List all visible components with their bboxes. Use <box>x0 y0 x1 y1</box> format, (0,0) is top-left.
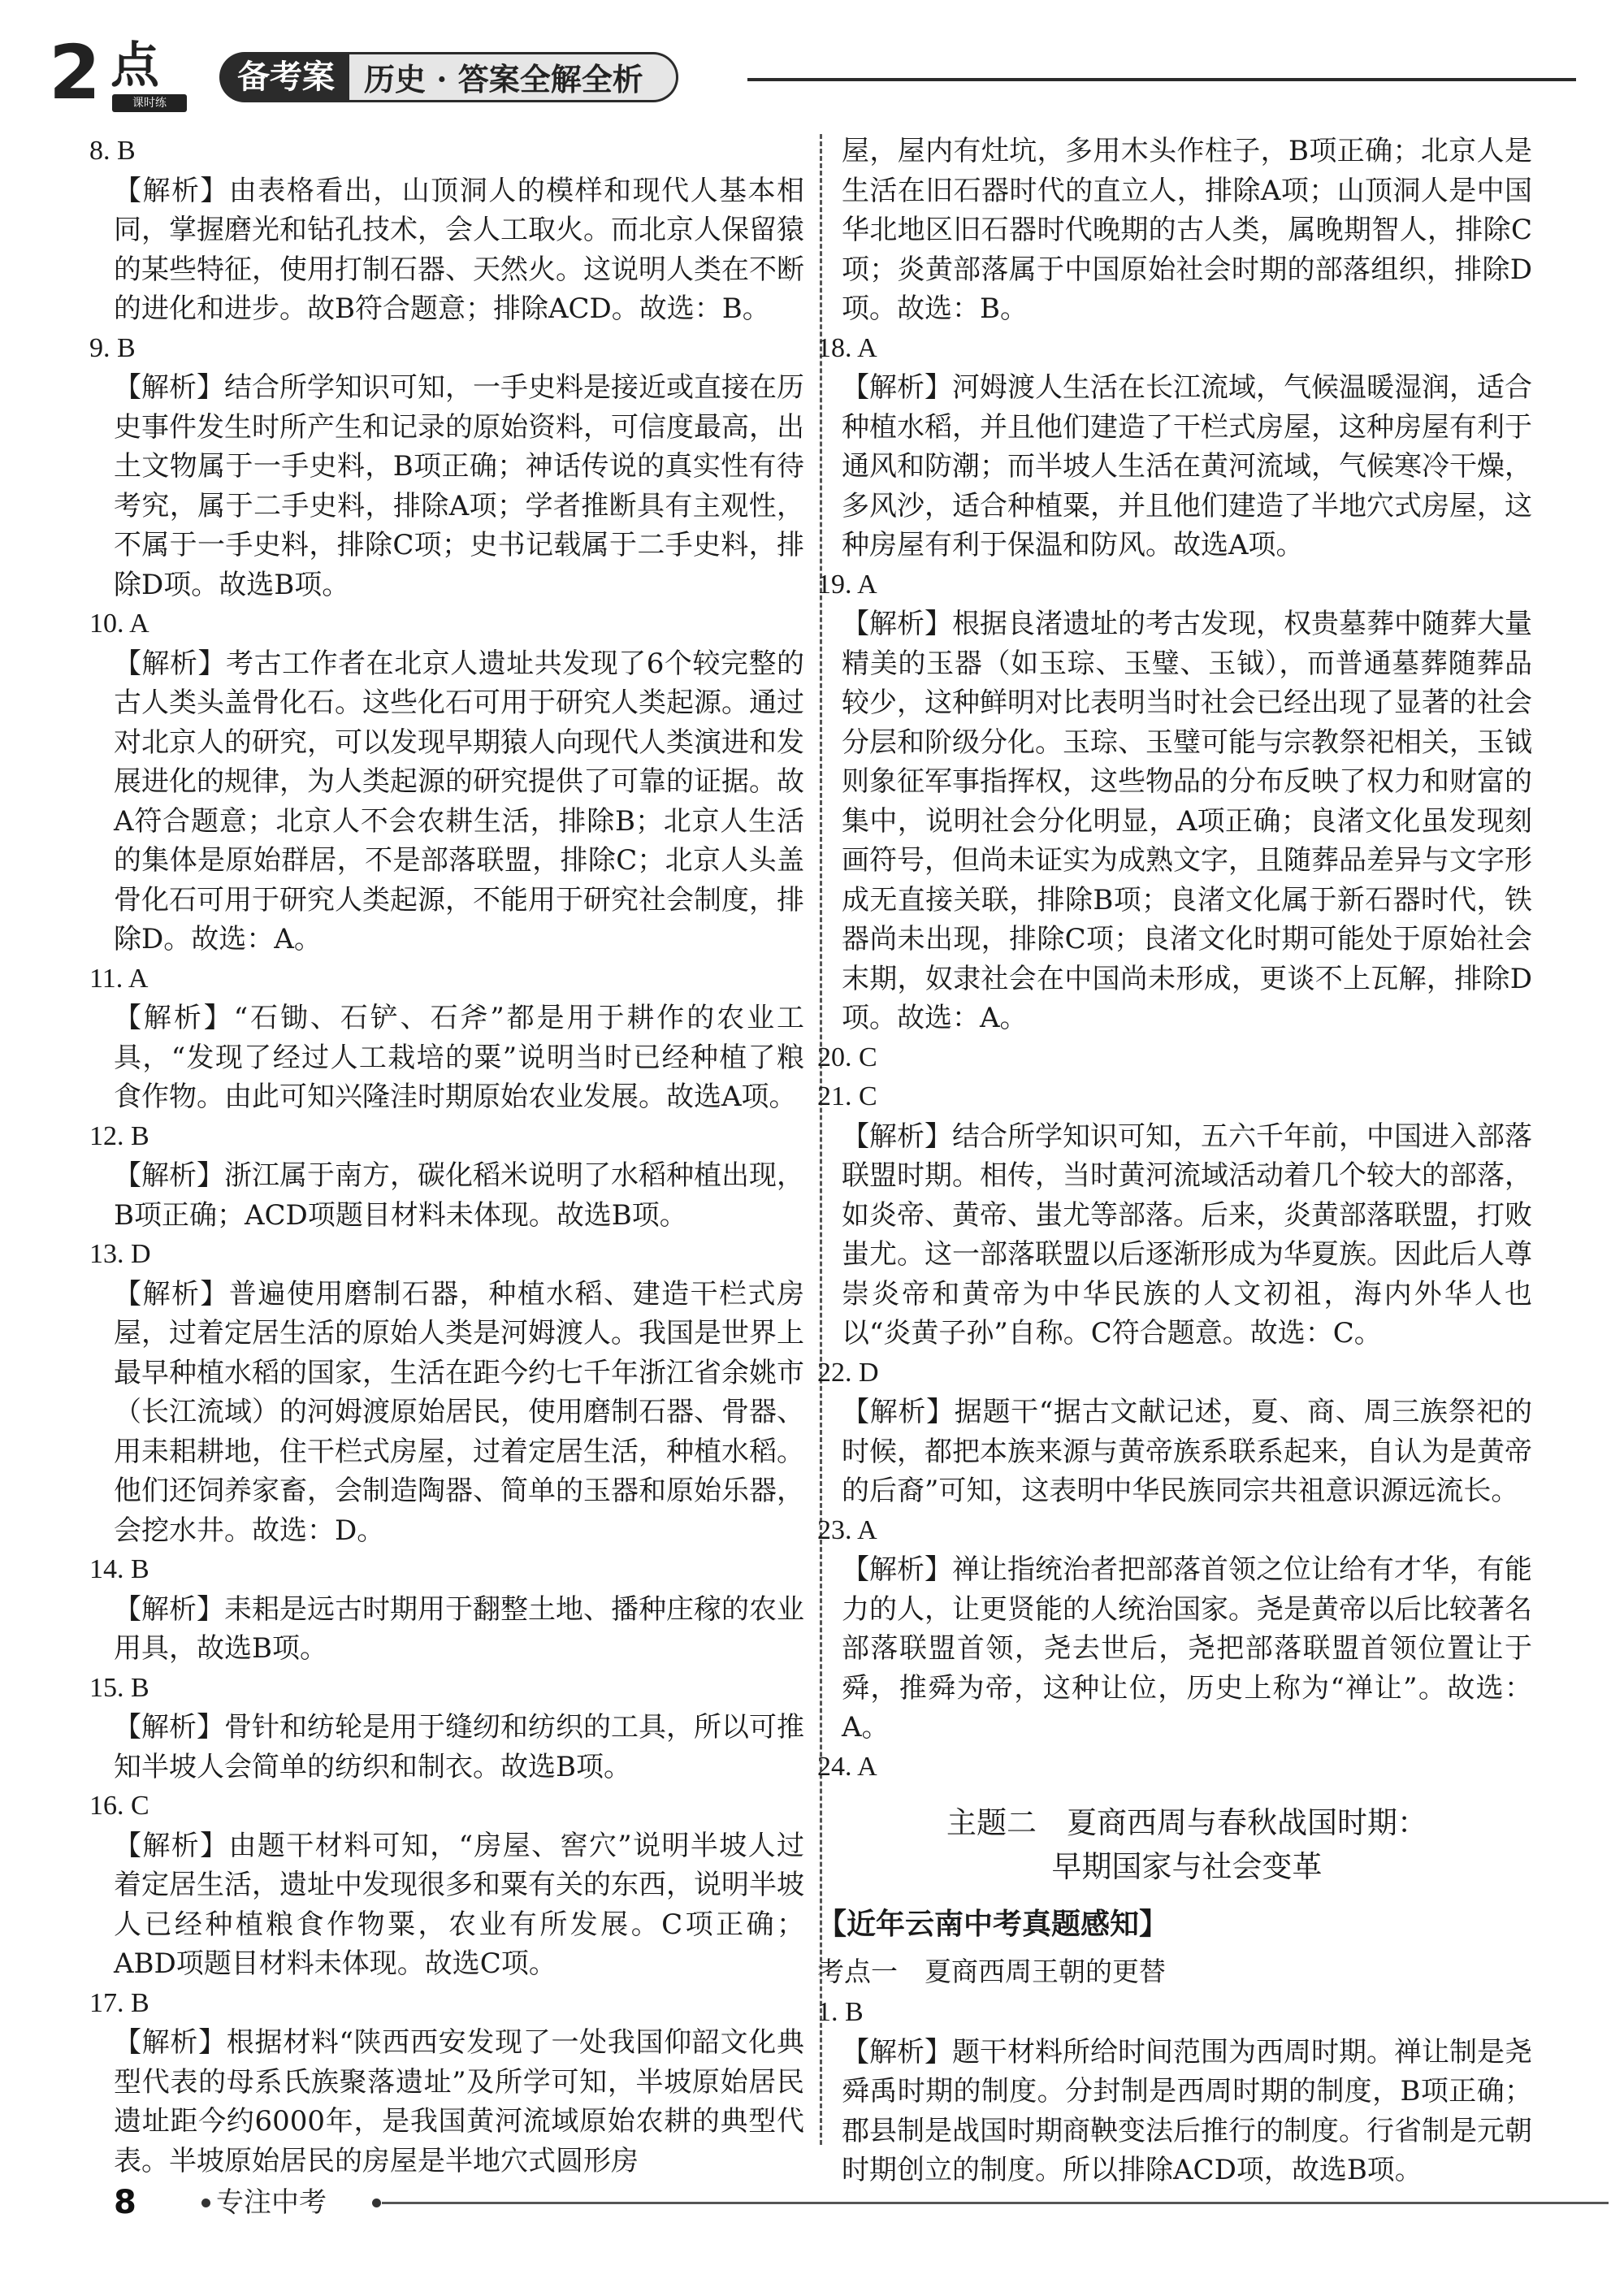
bullet-dot-icon <box>201 2199 210 2207</box>
page-number: 8 <box>114 2184 136 2221</box>
answer-label: 18. A <box>817 332 877 363</box>
logo-subtitle: 课时练 <box>112 94 187 112</box>
answer-block <box>817 329 1532 565</box>
answer-block <box>89 1117 804 1236</box>
answer-label: 15. B <box>89 1672 149 1703</box>
answer-label: 14. B <box>89 1554 149 1584</box>
logo-number: 2 <box>49 29 102 116</box>
answer-block <box>89 1669 804 1787</box>
footer-slogan: 专注中考 <box>216 2186 327 2219</box>
explanation-text: 【解析】耒耜是远古时期用于翻整土地、播种庄稼的农业用具，故选B项。 <box>114 1592 804 1665</box>
explanation-text: 【解析】考古工作者在北京人遗址共发现了6个较完整的古人类头盖骨化石。这些化石可用于研究人类起源。通过对北京人的研究，可以发现早期猿人向现代人类演进和发展进化的规律，为人类起源的研究提供了可靠的证据。故A符合题意；北京人不会农耕生活，排除B；北京人生活的集体是原始群居，不是部落联盟，排除C；北京人头盖骨化石可用于研究人类起源，不能用于研究社会制度，排除D。故选：A。 <box>114 647 804 955</box>
answer-label: 17. B <box>89 1987 149 2018</box>
answer-block <box>89 132 804 329</box>
answer-label: 9. B <box>89 332 136 363</box>
answer-label: 21. C <box>817 1081 877 1111</box>
explanation-continuation: 屋，屋内有灶坑，多用木头作柱子，B项正确；北京人是生活在旧石器时代的直立人，排除A项；山顶洞人是中国华北地区旧石器时代晚期的古人类，属晚期智人，排除C项；炎黄部落属于中国原始社会时期的部落组织，排除D项。故选：B。 <box>842 135 1532 325</box>
logo-character: 点 <box>110 37 159 94</box>
explanation-text: 【解析】河姆渡人生活在长江流域，气候温暖湿润，适合种植水稻，并且他们建造了干栏式房屋，这种房屋有利于通风和防潮；而半坡人生活在黄河流域，气候寒冷干燥，多风沙，适合种植粟，并且他们建造了半地穴式房屋，这种房屋有利于保温和防风。故选A项。 <box>842 371 1532 561</box>
topic-point-heading: 考点一 夏商西周王朝的更替 <box>817 1956 1166 1987</box>
answer-block <box>817 1038 1532 1078</box>
section-title-line2: 早期国家与社会变革 <box>1051 1849 1323 1884</box>
explanation-text: 【解析】结合所学知识可知，五六千年前，中国进入部落联盟时期。相传，当时黄河流域活动着几个较大的部落，如炎帝、黄帝、蚩尤等部落。后来，炎黄部落联盟，打败蚩尤。这一部落联盟以后逐渐形成为华夏族。因此后人尊崇炎帝和黄帝为中华民族的人文初祖，海内外华人也以“炎黄子孙”自称。C符合题意。故选：C。 <box>842 1120 1532 1349</box>
brand-logo <box>49 29 211 122</box>
explanation-text: 【解析】骨针和纺轮是用于缝纫和纺织的工具，所以可推知半坡人会简单的纺织和制衣。故选B项。 <box>114 1711 804 1783</box>
answer-label: 10. A <box>89 609 149 639</box>
answer-label: 8. B <box>89 136 136 166</box>
answer-block <box>89 1787 804 1984</box>
right-column <box>817 132 1532 2190</box>
answer-block <box>89 329 804 605</box>
column-divider <box>820 134 822 2145</box>
section-title <box>842 1801 1532 1889</box>
answer-label: 19. A <box>817 569 877 600</box>
answer-block <box>89 604 804 960</box>
answer-label: 13. D <box>89 1239 151 1269</box>
left-column <box>89 132 804 2181</box>
answer-label: 20. C <box>817 1042 877 1072</box>
answer-label: 22. D <box>817 1357 879 1388</box>
answer-block <box>817 1993 1532 2190</box>
answer-block <box>89 1235 804 1550</box>
answer-label: 24. A <box>817 1751 877 1782</box>
bullet-dot-icon <box>372 2199 381 2207</box>
section-title-line1: 主题二 夏商西周与春秋战国时期： <box>946 1805 1427 1840</box>
answer-block <box>817 1077 1532 1354</box>
explanation-text: 【解析】题干材料所给时间范围为西周时期。禅让制是尧舜禹时期的制度。分封制是西周时期的制度，B项正确；郡县制是战国时期商鞅变法后推行的制度。行省制是元朝时期创立的制度。所以排除ACD项，故选B项。 <box>842 2035 1532 2186</box>
explanation-text: 【解析】由题干材料可知，“房屋、窖穴”说明半坡人过着定居生活，遗址中发现很多和粟有关的东西，说明半坡人已经种植粮食作物粟，农业有所发展。C项正确；ABD项题目材料未体现。故选C项。 <box>114 1829 804 1980</box>
header-rule <box>747 78 1576 81</box>
answer-label: 1. B <box>817 1997 864 2027</box>
answer-block <box>817 565 1532 1038</box>
subsection-heading: 【近年云南中考真题感知】 <box>817 1908 1169 1941</box>
explanation-text: 【解析】根据材料“陕西西安发现了一处我国仰韶文化典型代表的母系氏族聚落遗址”及所学可知，半坡原始居民遗址距今约6000年，是我国黄河流域原始农耕的典型代表。半坡原始居民的房屋是半地穴式圆形房 <box>114 2026 804 2177</box>
answer-label: 12. B <box>89 1120 149 1151</box>
page-header <box>49 29 1576 122</box>
explanation-text: 【解析】“石锄、石铲、石斧”都是用于耕作的农业工具，“发现了经过人工栽培的粟”说明当时已经种植了粮食作物。由此可知兴隆洼时期原始农业发展。故选A项。 <box>114 1002 804 1113</box>
answer-label: 23. A <box>817 1514 877 1545</box>
explanation-text: 【解析】据题干“据古文献记述，夏、商、周三族祭祀的时候，都把本族来源与黄帝族系联系起来，自认为是黄帝的后裔”可知，这表明中华民族同宗共祖意识源远流长。 <box>842 1396 1532 1507</box>
explanation-text: 【解析】结合所学知识可知，一手史料是接近或直接在历史事件发生时所产生和记录的原始资料，可信度最高，出土文物属于一手史料，B项正确；神话传说的真实性有待考究，属于二手史料，排除A项；学者推断具有主观性，不属于一手史料，排除C项；史书记载属于二手史料，排除D项。故选B项。 <box>114 371 804 601</box>
explanation-text: 【解析】由表格看出，山顶洞人的模样和现代人基本相同，掌握磨光和钻孔技术，会人工取火。而北京人保留猿的某些特征，使用打制石器、天然火。这说明人类在不断的进化和进步。故B符合题意；排除ACD。故选：B。 <box>114 174 804 325</box>
answer-label: 16. C <box>89 1791 149 1821</box>
explanation-text: 【解析】浙江属于南方，碳化稻米说明了水稻种植出现，B项正确；ACD项题目材料未体现。故选B项。 <box>114 1159 804 1232</box>
answer-block <box>89 1984 804 2181</box>
page-footer <box>114 2182 1568 2223</box>
answer-block <box>89 960 804 1117</box>
banner-subject: 历史 · 答案全解全析 <box>349 52 678 102</box>
answer-block <box>817 1748 1532 1787</box>
answer-block <box>89 1550 804 1669</box>
footer-rule <box>382 2202 1609 2204</box>
explanation-text: 【解析】普遍使用磨制石器，种植水稻、建造干栏式房屋，过着定居生活的原始人类是河姆渡人。我国是世界上最早种植水稻的国家，生活在距今约七千年浙江省余姚市（长江流域）的河姆渡原始居民，使用磨制石器、骨器、用耒耜耕地，住干栏式房屋，过着定居生活，种植水稻。他们还饲养家畜，会制造陶器、简单的玉器和原始乐器，会挖水井。故选：D。 <box>114 1277 804 1547</box>
banner-series: 备考案 <box>219 52 349 102</box>
answer-label: 11. A <box>89 963 149 994</box>
header-banner <box>219 52 678 102</box>
explanation-text: 【解析】根据良渚遗址的考古发现，权贵墓葬中随葬大量精美的玉器（如玉琮、玉璧、玉钺），而普通墓葬随葬品较少，这种鲜明对比表明当时社会已经出现了显著的社会分层和阶级分化。玉琮、玉璧可能与宗教祭祀相关，玉钺则象征军事指挥权，这些物品的分布反映了权力和财富的集中，说明社会分化明显，A项正确；良渚文化虽发现刻画符号，但尚未证实为成熟文字，且随葬品差异与文字形成无直接关联，排除B项；良渚文化属于新石器时代，铁器尚未出现，排除C项；良渚文化时期可能处于原始社会末期，奴隶社会在中国尚未形成，更谈不上瓦解，排除D项。故选：A。 <box>842 608 1532 1034</box>
explanation-text: 【解析】禅让指统治者把部落首领之位让给有才华，有能力的人，让更贤能的人统治国家。尧是黄帝以后比较著名部落联盟首领，尧去世后，尧把部落联盟首领位置让于舜，推舜为帝，这种让位，历史上称为“禅让”。故选：A。 <box>842 1553 1532 1744</box>
answer-block <box>817 1354 1532 1511</box>
answer-block <box>817 1511 1532 1748</box>
